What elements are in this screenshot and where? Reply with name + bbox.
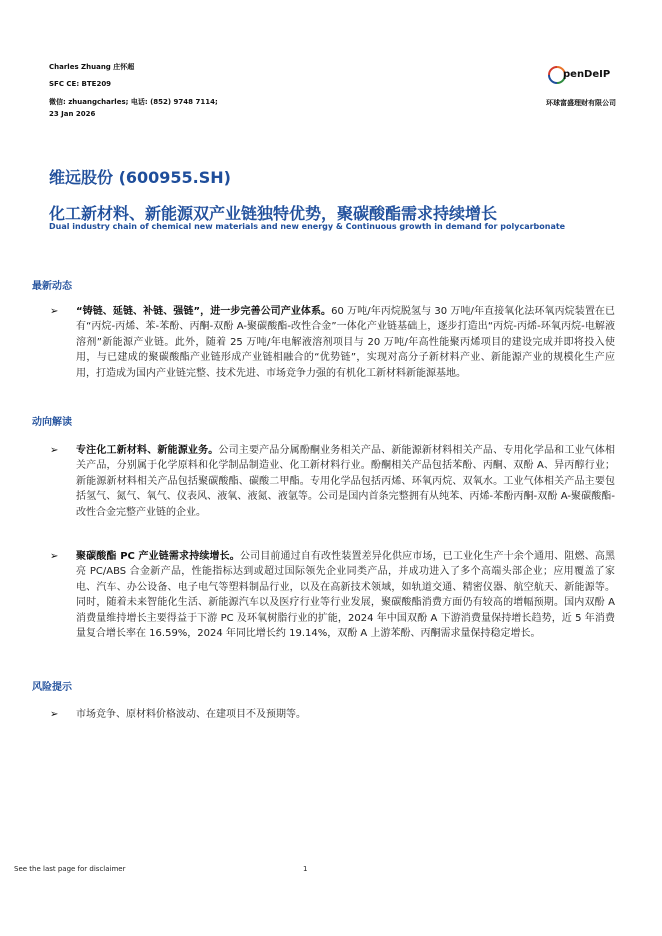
bullet-arrow-icon: ➢ <box>50 445 59 456</box>
analysis-paragraph-2 <box>76 549 615 641</box>
bullet-arrow-icon: ➢ <box>50 709 59 720</box>
analyst-name: Charles Zhuang 庄怀超 <box>49 63 135 71</box>
footer-disclaimer-link: See the last page for disclaimer <box>14 865 126 873</box>
page-number: 1 <box>303 865 308 873</box>
risk-paragraph <box>76 707 615 722</box>
analysis-paragraph-1 <box>76 443 615 520</box>
latest-text: 60 万吨/年丙烷脱氢与 30 万吨/年直接氧化法环氧丙烷装置在已有“丙烷-丙烯、苯-苯酚、丙酮-双酚 A-聚碳酸酯-改性合金”一体化产业链基础上，逐步打造出“丙烷-丙烯-环氧丙烷-电解液溶剂”新能源产业链。此外，随着 25 万吨/年电解液溶剂项目与 20 万吨/年高性能聚丙烯项目的建设完成并即将投入使用，与已建成的聚碳酸酯产业链形成产业链相融合的“优势链”，实现对高分子新材料产业、新能源产业的规模化生产应用，打造成为国内产业链完整、技术先进、市场竞争力强的有机化工新材料新能源基地。 <box>76 306 615 379</box>
analysis-text-1: 公司主要产品分属酚酮业务相关产品、新能源新材料相关产品、专用化学品和工业气体相关产品，分别属于化学原料和化学制品制造业、化工新材料行业。酚酮相关产品包括苯酚、丙酮、双酚 A、异丙醇行业；新能源新材料相关产品包括聚碳酸酯、碳酸二甲酯。专用化学品包括丙烯、环氧丙烷、双氧水。工业气体相关产品主要包括氢气、氮气、氧气、仪表风、液氧、液氮、液氩等。公司是国内首条完整拥有从纯苯、丙烯-苯酚丙酮-双酚 A-聚碳酸酯-改性合金完整产业链的企业。 <box>76 445 616 518</box>
report-subtitle-en: Dual industry chain of chemical new materials and new energy & Continuous growth in demand for polycarbonate <box>49 222 566 231</box>
section-title-analysis: 动向解读 <box>32 417 72 428</box>
analysis-lead-2: 聚碳酸酯 PC 产业链需求持续增长。 <box>76 551 240 562</box>
bullet-arrow-icon: ➢ <box>50 306 59 317</box>
analyst-contact: 微信: zhuangcharles; 电话: (852) 9748 7114; <box>49 98 218 106</box>
analysis-lead-1: 专注化工新材料、新能源业务。 <box>76 445 219 456</box>
report-date: 23 Jan 2026 <box>49 110 96 118</box>
analyst-license: SFC CE: BTE209 <box>49 80 112 88</box>
analysis-text-2: 公司目前通过自有改性装置差异化供应市场，已工业化生产十余个通用、阻燃、高黑亮 PC/ABS 合金新产品，性能指标达到或超过国际领先企业同类产品，并成功进入了多个高端头部企业；应用覆盖了家电、汽车、办公设备、电子电气等塑料制品行业，以及在高新技术领域，如轨道交通、精密仪器、航空航天、新能源等。同时，随着未来智能化生活、新能源汽车以及医疗行业等行业发展，聚碳酸酯消费方面仍有较高的增幅预期。国内双酚 A 消费量维持增长主要得益于下游 PC 及环氧树脂行业的扩能，2024 年中国双酚 A 下游消费量保持增长趋势，近 5 年消费量复合增长率在 16.59%，2024 年同比增长约 19.14%，双酚 A 上游苯酚、丙酮需求量保持稳定增长。 <box>76 551 616 640</box>
report-headline: 化工新材料、新能源双产业链独特优势，聚碳酸酯需求持续增长 <box>49 204 498 223</box>
latest-paragraph <box>76 304 615 381</box>
logo-text: penDeIP <box>563 69 611 80</box>
bullet-arrow-icon: ➢ <box>50 551 59 562</box>
section-title-latest: 最新动态 <box>32 281 72 292</box>
opendeip-logo <box>548 66 618 84</box>
latest-lead: “铸链、延链、补链、强链”，进一步完善公司产业体系。 <box>76 306 332 317</box>
firm-name: 环球富盛理财有限公司 <box>546 99 616 107</box>
section-title-risk: 风险提示 <box>32 682 72 693</box>
risk-text: 市场竞争、原材料价格波动、在建项目不及预期等。 <box>76 709 306 720</box>
company-title: 维远股份 (600955.SH) <box>49 168 231 187</box>
